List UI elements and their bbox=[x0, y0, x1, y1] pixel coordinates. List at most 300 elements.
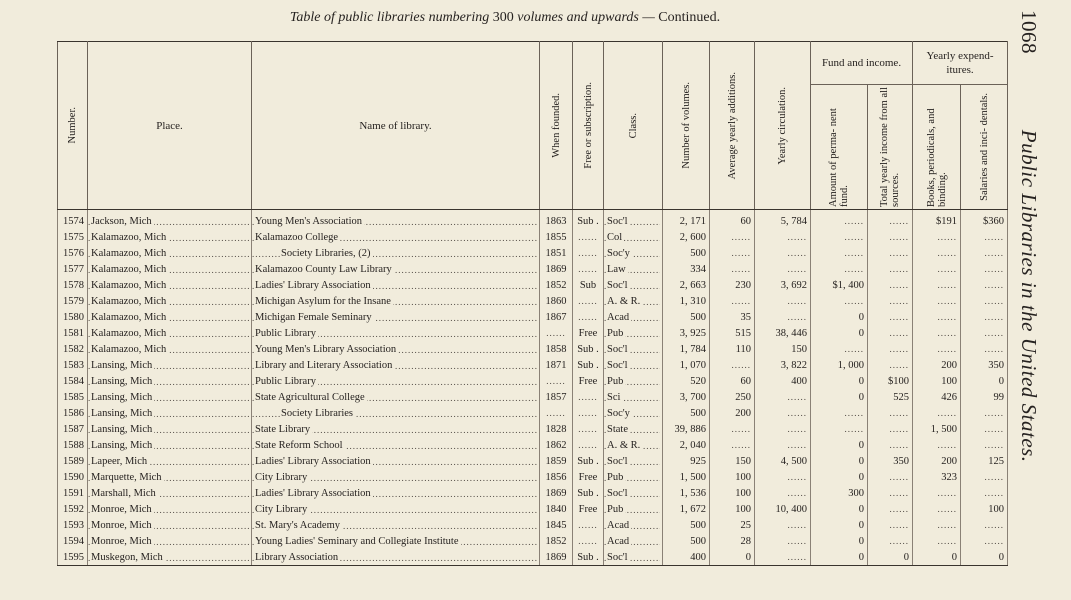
table-row bbox=[58, 389, 1008, 405]
table-row bbox=[58, 261, 1008, 277]
cell-class: Soc'y ..... bbox=[604, 245, 663, 261]
table-row bbox=[58, 485, 1008, 501]
cell-library-name: State Agricultural College ..... bbox=[252, 389, 540, 405]
cell-volumes: 2, 663 bbox=[663, 277, 710, 293]
cell-class: Soc'l ..... bbox=[604, 277, 663, 293]
cell-circulation: ...... bbox=[755, 245, 811, 261]
cell-class: Pub ..... bbox=[604, 325, 663, 341]
header-fund: Amount of perma- nent fund. bbox=[811, 85, 868, 210]
header-founded: When founded. bbox=[540, 42, 573, 210]
header-number: Number. bbox=[58, 42, 88, 210]
cell-library-name: State Library ..... bbox=[252, 421, 540, 437]
cell-volumes: 1, 536 bbox=[663, 485, 710, 501]
cell-number: 1576 bbox=[58, 245, 88, 261]
cell-place: Muskegon, Mich ..... bbox=[88, 549, 252, 566]
cell-place: Kalamazoo, Mich ..... bbox=[88, 293, 252, 309]
cell-number: 1584 bbox=[58, 373, 88, 389]
cell-founded: 1871 bbox=[540, 357, 573, 373]
cell-salaries: ...... bbox=[961, 277, 1008, 293]
cell-class: Acad ..... bbox=[604, 309, 663, 325]
cell-class: Soc'l ..... bbox=[604, 357, 663, 373]
table-row bbox=[58, 421, 1008, 437]
cell-additions: 0 bbox=[710, 549, 755, 566]
cell-founded: 1859 bbox=[540, 453, 573, 469]
cell-volumes: 1, 070 bbox=[663, 357, 710, 373]
cell-income: ...... bbox=[868, 405, 913, 421]
cell-fund: 0 bbox=[811, 325, 868, 341]
cell-circulation: 10, 400 bbox=[755, 501, 811, 517]
cell-free-sub: Free bbox=[573, 373, 604, 389]
cell-place: Monroe, Mich ..... bbox=[88, 501, 252, 517]
cell-salaries: ...... bbox=[961, 229, 1008, 245]
header-free: Free or subscription. bbox=[573, 42, 604, 210]
cell-place: Lansing, Mich ..... bbox=[88, 389, 252, 405]
cell-income: ...... bbox=[868, 309, 913, 325]
cell-free-sub: ...... bbox=[573, 405, 604, 421]
cell-salaries: ...... bbox=[961, 405, 1008, 421]
header-name: Name of library. bbox=[252, 42, 540, 210]
cell-additions: 60 bbox=[710, 210, 755, 230]
cell-volumes: 500 bbox=[663, 517, 710, 533]
cell-free-sub: ...... bbox=[573, 309, 604, 325]
table-row bbox=[58, 501, 1008, 517]
cell-free-sub: Sub . bbox=[573, 549, 604, 566]
table-row bbox=[58, 325, 1008, 341]
cell-library-name: Ladies' Library Association ..... bbox=[252, 453, 540, 469]
cell-fund: 0 bbox=[811, 453, 868, 469]
header-circulation: Yearly circulation. bbox=[755, 42, 811, 210]
cell-income: ...... bbox=[868, 533, 913, 549]
cell-additions: 28 bbox=[710, 533, 755, 549]
cell-founded: 1855 bbox=[540, 229, 573, 245]
cell-library-name: Young Men's Library Association ..... bbox=[252, 341, 540, 357]
cell-additions: 250 bbox=[710, 389, 755, 405]
cell-volumes: 334 bbox=[663, 261, 710, 277]
cell-income: ...... bbox=[868, 293, 913, 309]
table-row bbox=[58, 277, 1008, 293]
cell-books: ...... bbox=[913, 245, 961, 261]
cell-income: ...... bbox=[868, 485, 913, 501]
cell-additions: 25 bbox=[710, 517, 755, 533]
cell-volumes: 1, 672 bbox=[663, 501, 710, 517]
cell-books: ...... bbox=[913, 341, 961, 357]
cell-number: 1592 bbox=[58, 501, 88, 517]
cell-number: 1589 bbox=[58, 453, 88, 469]
cell-founded: 1852 bbox=[540, 277, 573, 293]
cell-class: Soc'l ..... bbox=[604, 210, 663, 230]
table-row bbox=[58, 469, 1008, 485]
cell-free-sub: ...... bbox=[573, 437, 604, 453]
cell-founded: 1858 bbox=[540, 341, 573, 357]
cell-income: ...... bbox=[868, 517, 913, 533]
cell-class: Soc'l ..... bbox=[604, 485, 663, 501]
cell-salaries: 350 bbox=[961, 357, 1008, 373]
cell-volumes: 39, 886 bbox=[663, 421, 710, 437]
table-row bbox=[58, 549, 1008, 566]
header-additions: Average yearly additions. bbox=[710, 42, 755, 210]
table-row bbox=[58, 405, 1008, 421]
cell-income: ...... bbox=[868, 421, 913, 437]
cell-books: ...... bbox=[913, 309, 961, 325]
cell-income: 350 bbox=[868, 453, 913, 469]
cell-salaries: ...... bbox=[961, 261, 1008, 277]
cell-salaries: ...... bbox=[961, 325, 1008, 341]
cell-founded: 1845 bbox=[540, 517, 573, 533]
table-row bbox=[58, 373, 1008, 389]
cell-library-name: Society Libraries ..... bbox=[252, 405, 540, 421]
cell-number: 1590 bbox=[58, 469, 88, 485]
header-income: Total yearly income from all sources. bbox=[868, 85, 913, 210]
cell-class: State ..... bbox=[604, 421, 663, 437]
cell-additions: 100 bbox=[710, 501, 755, 517]
cell-free-sub: ...... bbox=[573, 245, 604, 261]
table-row bbox=[58, 341, 1008, 357]
cell-library-name: Ladies' Library Association ..... bbox=[252, 277, 540, 293]
cell-volumes: 500 bbox=[663, 309, 710, 325]
cell-fund: ...... bbox=[811, 229, 868, 245]
page-number: 1068 bbox=[1017, 10, 1041, 54]
cell-volumes: 925 bbox=[663, 453, 710, 469]
cell-free-sub: ...... bbox=[573, 533, 604, 549]
cell-volumes: 2, 600 bbox=[663, 229, 710, 245]
cell-salaries: 125 bbox=[961, 453, 1008, 469]
cell-class: Acad ..... bbox=[604, 517, 663, 533]
cell-books: ...... bbox=[913, 485, 961, 501]
cell-library-name: St. Mary's Academy ..... bbox=[252, 517, 540, 533]
cell-circulation: ...... bbox=[755, 261, 811, 277]
cell-fund: 0 bbox=[811, 501, 868, 517]
cell-founded: ...... bbox=[540, 325, 573, 341]
cell-income: $100 bbox=[868, 373, 913, 389]
cell-class: Soc'l ..... bbox=[604, 549, 663, 566]
title-italic: Table of public libraries numbering bbox=[289, 10, 490, 25]
cell-founded: 1863 bbox=[540, 210, 573, 230]
cell-library-name: City Library ..... bbox=[252, 469, 540, 485]
cell-salaries: ...... bbox=[961, 517, 1008, 533]
cell-circulation: ...... bbox=[755, 229, 811, 245]
cell-place: Kalamazoo, Mich ..... bbox=[88, 309, 252, 325]
cell-salaries: $360 bbox=[961, 210, 1008, 230]
cell-circulation: 3, 822 bbox=[755, 357, 811, 373]
cell-number: 1591 bbox=[58, 485, 88, 501]
cell-circulation: ...... bbox=[755, 533, 811, 549]
cell-class: Soc'y ..... bbox=[604, 405, 663, 421]
table-row bbox=[58, 293, 1008, 309]
cell-founded: 1857 bbox=[540, 389, 573, 405]
cell-salaries: ...... bbox=[961, 309, 1008, 325]
cell-class: Sci ..... bbox=[604, 389, 663, 405]
cell-income: ...... bbox=[868, 341, 913, 357]
cell-free-sub: Sub bbox=[573, 277, 604, 293]
cell-number: 1574 bbox=[58, 210, 88, 230]
cell-fund: 300 bbox=[811, 485, 868, 501]
cell-salaries: ...... bbox=[961, 341, 1008, 357]
cell-library-name: Michigan Asylum for the Insane ..... bbox=[252, 293, 540, 309]
cell-income: ...... bbox=[868, 210, 913, 230]
cell-additions: ...... bbox=[710, 261, 755, 277]
cell-salaries: ...... bbox=[961, 469, 1008, 485]
cell-free-sub: Free bbox=[573, 469, 604, 485]
cell-place: Lansing, Mich ..... bbox=[88, 421, 252, 437]
cell-circulation: ...... bbox=[755, 485, 811, 501]
cell-circulation: 150 bbox=[755, 341, 811, 357]
cell-volumes: 500 bbox=[663, 405, 710, 421]
cell-additions: ...... bbox=[710, 293, 755, 309]
cell-number: 1588 bbox=[58, 437, 88, 453]
cell-founded: 1851 bbox=[540, 245, 573, 261]
cell-library-name: Public Library ..... bbox=[252, 325, 540, 341]
cell-additions: 110 bbox=[710, 341, 755, 357]
cell-fund: $1, 400 bbox=[811, 277, 868, 293]
cell-number: 1578 bbox=[58, 277, 88, 293]
cell-place: Kalamazoo, Mich ..... bbox=[88, 325, 252, 341]
cell-salaries: 0 bbox=[961, 373, 1008, 389]
cell-additions: 60 bbox=[710, 373, 755, 389]
cell-class: Acad ..... bbox=[604, 533, 663, 549]
cell-founded: 1860 bbox=[540, 293, 573, 309]
cell-fund: ...... bbox=[811, 421, 868, 437]
cell-place: Lapeer, Mich ..... bbox=[88, 453, 252, 469]
cell-salaries: 99 bbox=[961, 389, 1008, 405]
cell-salaries: ...... bbox=[961, 437, 1008, 453]
cell-class: Soc'l ..... bbox=[604, 341, 663, 357]
cell-fund: ...... bbox=[811, 245, 868, 261]
cell-books: ...... bbox=[913, 293, 961, 309]
cell-founded: 1856 bbox=[540, 469, 573, 485]
cell-library-name: Young Ladies' Seminary and Collegiate Institute ..... bbox=[252, 533, 540, 549]
title-number: 300 bbox=[492, 10, 514, 25]
cell-fund: 0 bbox=[811, 389, 868, 405]
cell-circulation: ...... bbox=[755, 421, 811, 437]
cell-place: Kalamazoo, Mich ..... bbox=[88, 229, 252, 245]
cell-free-sub: Sub . bbox=[573, 341, 604, 357]
running-title: Public Libraries in the United States. bbox=[1017, 129, 1041, 463]
cell-additions: ...... bbox=[710, 437, 755, 453]
cell-additions: 100 bbox=[710, 485, 755, 501]
cell-library-name: Young Men's Association ..... bbox=[252, 210, 540, 230]
cell-founded: 1852 bbox=[540, 533, 573, 549]
cell-place: Lansing, Mich ..... bbox=[88, 357, 252, 373]
cell-fund: 0 bbox=[811, 437, 868, 453]
cell-fund: ...... bbox=[811, 261, 868, 277]
cell-additions: ...... bbox=[710, 245, 755, 261]
header-fund-group: Fund and income. bbox=[811, 42, 913, 85]
cell-additions: ...... bbox=[710, 229, 755, 245]
cell-circulation: ...... bbox=[755, 389, 811, 405]
title-italic-2: volumes and upwards — bbox=[517, 10, 655, 25]
cell-founded: 1840 bbox=[540, 501, 573, 517]
cell-class: Pub ..... bbox=[604, 373, 663, 389]
cell-place: Marshall, Mich ..... bbox=[88, 485, 252, 501]
cell-library-name: City Library ..... bbox=[252, 501, 540, 517]
cell-income: ...... bbox=[868, 501, 913, 517]
cell-fund: ...... bbox=[811, 405, 868, 421]
cell-number: 1587 bbox=[58, 421, 88, 437]
table-row bbox=[58, 357, 1008, 373]
cell-volumes: 3, 925 bbox=[663, 325, 710, 341]
cell-library-name: Library Association ..... bbox=[252, 549, 540, 566]
cell-salaries: ...... bbox=[961, 485, 1008, 501]
cell-circulation: 5, 784 bbox=[755, 210, 811, 230]
cell-free-sub: ...... bbox=[573, 293, 604, 309]
cell-circulation: 400 bbox=[755, 373, 811, 389]
cell-salaries: ...... bbox=[961, 533, 1008, 549]
cell-volumes: 500 bbox=[663, 245, 710, 261]
cell-books: ...... bbox=[913, 501, 961, 517]
libraries-table bbox=[57, 41, 1008, 566]
cell-circulation: ...... bbox=[755, 293, 811, 309]
cell-number: 1580 bbox=[58, 309, 88, 325]
cell-books: $191 bbox=[913, 210, 961, 230]
cell-circulation: 4, 500 bbox=[755, 453, 811, 469]
cell-fund: 0 bbox=[811, 517, 868, 533]
cell-place: Monroe, Mich ..... bbox=[88, 517, 252, 533]
cell-circulation: ...... bbox=[755, 405, 811, 421]
cell-number: 1586 bbox=[58, 405, 88, 421]
cell-volumes: 2, 040 bbox=[663, 437, 710, 453]
cell-income: ...... bbox=[868, 277, 913, 293]
table-row bbox=[58, 533, 1008, 549]
cell-number: 1579 bbox=[58, 293, 88, 309]
cell-volumes: 1, 784 bbox=[663, 341, 710, 357]
cell-books: 200 bbox=[913, 357, 961, 373]
cell-additions: 515 bbox=[710, 325, 755, 341]
side-running-head bbox=[1012, 0, 1071, 600]
header-volumes: Number of volumes. bbox=[663, 42, 710, 210]
cell-income: ...... bbox=[868, 261, 913, 277]
cell-class: Pub ..... bbox=[604, 469, 663, 485]
cell-founded: 1869 bbox=[540, 485, 573, 501]
cell-number: 1583 bbox=[58, 357, 88, 373]
cell-additions: 35 bbox=[710, 309, 755, 325]
cell-number: 1577 bbox=[58, 261, 88, 277]
cell-class: A. & R. ..... bbox=[604, 293, 663, 309]
cell-library-name: Public Library ..... bbox=[252, 373, 540, 389]
cell-circulation: 3, 692 bbox=[755, 277, 811, 293]
cell-free-sub: Free bbox=[573, 501, 604, 517]
cell-free-sub: Sub . bbox=[573, 210, 604, 230]
cell-place: Lansing, Mich ..... bbox=[88, 405, 252, 421]
cell-volumes: 520 bbox=[663, 373, 710, 389]
cell-books: 323 bbox=[913, 469, 961, 485]
cell-library-name: Kalamazoo College ..... bbox=[252, 229, 540, 245]
cell-volumes: 500 bbox=[663, 533, 710, 549]
cell-books: ...... bbox=[913, 533, 961, 549]
cell-founded: 1869 bbox=[540, 549, 573, 566]
cell-income: 0 bbox=[868, 549, 913, 566]
table-row bbox=[58, 517, 1008, 533]
cell-books: 200 bbox=[913, 453, 961, 469]
cell-number: 1593 bbox=[58, 517, 88, 533]
cell-volumes: 400 bbox=[663, 549, 710, 566]
cell-place: Lansing, Mich ..... bbox=[88, 437, 252, 453]
cell-library-name: Ladies' Library Association ..... bbox=[252, 485, 540, 501]
table-row bbox=[58, 309, 1008, 325]
cell-books: ...... bbox=[913, 437, 961, 453]
cell-income: ...... bbox=[868, 229, 913, 245]
table-row bbox=[58, 245, 1008, 261]
cell-free-sub: Sub . bbox=[573, 357, 604, 373]
cell-fund: 0 bbox=[811, 533, 868, 549]
cell-additions: ...... bbox=[710, 421, 755, 437]
cell-salaries: 0 bbox=[961, 549, 1008, 566]
table-row bbox=[58, 229, 1008, 245]
cell-salaries: ...... bbox=[961, 245, 1008, 261]
cell-volumes: 1, 500 bbox=[663, 469, 710, 485]
cell-additions: 150 bbox=[710, 453, 755, 469]
cell-fund: 0 bbox=[811, 469, 868, 485]
cell-circulation: ...... bbox=[755, 469, 811, 485]
cell-additions: ...... bbox=[710, 357, 755, 373]
cell-place: Kalamazoo, Mich ..... bbox=[88, 261, 252, 277]
header-salaries: Salaries and inci- dentals. bbox=[961, 85, 1008, 210]
cell-class: A. & R. ..... bbox=[604, 437, 663, 453]
cell-library-name: Society Libraries, (2) ..... bbox=[252, 245, 540, 261]
cell-free-sub: ...... bbox=[573, 229, 604, 245]
cell-founded: ...... bbox=[540, 405, 573, 421]
cell-fund: ...... bbox=[811, 341, 868, 357]
cell-fund: 1, 000 bbox=[811, 357, 868, 373]
cell-circulation: ...... bbox=[755, 309, 811, 325]
cell-circulation: ...... bbox=[755, 517, 811, 533]
cell-place: Monroe, Mich ..... bbox=[88, 533, 252, 549]
cell-volumes: 1, 310 bbox=[663, 293, 710, 309]
cell-books: 100 bbox=[913, 373, 961, 389]
cell-number: 1575 bbox=[58, 229, 88, 245]
cell-fund: 0 bbox=[811, 549, 868, 566]
header-expenditures-group: Yearly expend- itures. bbox=[913, 42, 1008, 85]
cell-circulation: ...... bbox=[755, 549, 811, 566]
cell-library-name: Library and Literary Association ..... bbox=[252, 357, 540, 373]
header-books: Books, periodicals, and binding. bbox=[913, 85, 961, 210]
cell-free-sub: ...... bbox=[573, 421, 604, 437]
cell-free-sub: Sub . bbox=[573, 453, 604, 469]
cell-class: Law ..... bbox=[604, 261, 663, 277]
cell-founded: ...... bbox=[540, 373, 573, 389]
table-row bbox=[58, 453, 1008, 469]
cell-founded: 1869 bbox=[540, 261, 573, 277]
cell-fund: 0 bbox=[811, 373, 868, 389]
cell-fund: 0 bbox=[811, 309, 868, 325]
title-continued: Continued. bbox=[658, 10, 721, 25]
cell-volumes: 2, 171 bbox=[663, 210, 710, 230]
cell-free-sub: ...... bbox=[573, 261, 604, 277]
cell-salaries: ...... bbox=[961, 293, 1008, 309]
cell-books: 426 bbox=[913, 389, 961, 405]
cell-income: ...... bbox=[868, 325, 913, 341]
cell-library-name: State Reform School ..... bbox=[252, 437, 540, 453]
header-place: Place. bbox=[88, 42, 252, 210]
cell-number: 1582 bbox=[58, 341, 88, 357]
cell-class: Soc'l ..... bbox=[604, 453, 663, 469]
cell-additions: 230 bbox=[710, 277, 755, 293]
cell-income: 525 bbox=[868, 389, 913, 405]
cell-fund: ...... bbox=[811, 210, 868, 230]
cell-place: Lansing, Mich ..... bbox=[88, 373, 252, 389]
cell-books: ...... bbox=[913, 277, 961, 293]
cell-income: ...... bbox=[868, 437, 913, 453]
cell-income: ...... bbox=[868, 245, 913, 261]
cell-income: ...... bbox=[868, 357, 913, 373]
cell-place: Kalamazoo, Mich ..... bbox=[88, 277, 252, 293]
cell-number: 1585 bbox=[58, 389, 88, 405]
cell-place: Kalamazoo, Mich ..... bbox=[88, 341, 252, 357]
cell-volumes: 3, 700 bbox=[663, 389, 710, 405]
cell-salaries: ...... bbox=[961, 421, 1008, 437]
cell-free-sub: Free bbox=[573, 325, 604, 341]
cell-founded: 1867 bbox=[540, 309, 573, 325]
cell-founded: 1828 bbox=[540, 421, 573, 437]
